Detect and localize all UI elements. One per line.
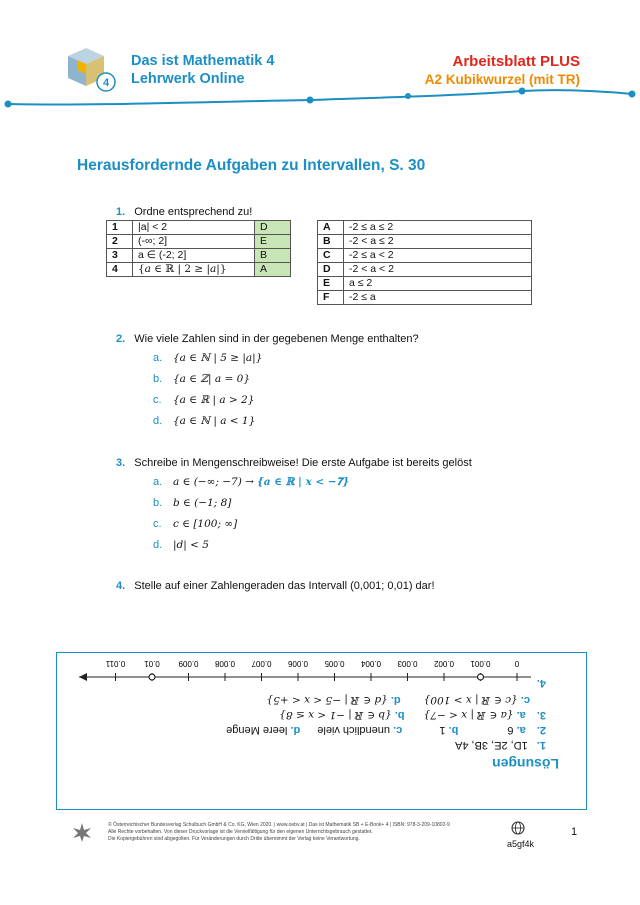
globe-icon — [510, 820, 526, 836]
task-number: 3. — [116, 457, 126, 469]
number-line-label: 0.002 — [433, 659, 455, 668]
interval-endpoint — [478, 674, 484, 680]
footer-line: Alle Rechte vorbehalten. Von dieser Druckvorlage ist die Vervielfältigung für den eigenen Unterrichtsgebrauch gestattet. — [108, 829, 373, 835]
footer-line: © Österreichischer Bundesverlag Schulbuch GmbH & Co. KG, Wien 2020. | www.oebv.at | Das ist Mathematik SB + E-Book+ 4 | ISBN: 978-3-209-10802-9 — [108, 822, 450, 828]
table-row — [318, 277, 532, 291]
task-3 — [116, 457, 472, 469]
subtask-letter: b. — [153, 373, 163, 385]
solution-text: {𝑑 ∈ ℝ | −5 < 𝑥 < +5} — [266, 694, 388, 706]
subtask-2d — [153, 415, 255, 427]
subtask-3d — [153, 539, 209, 551]
number-line-label: 0.009 — [178, 659, 199, 668]
subtask-letter: c. — [153, 518, 162, 530]
subtask-expression: |𝑑| < 5 — [173, 539, 209, 551]
solution-text: {𝑎 ∈ ℝ | 𝑥 < −7} — [423, 709, 514, 721]
row-key: F — [318, 291, 344, 305]
task-number: 2. — [116, 333, 126, 345]
table-row — [318, 235, 532, 249]
table-row — [107, 263, 291, 277]
row-answer: D — [255, 221, 291, 235]
task-text: Stelle auf einer Zahlengeraden das Intervall (0,001; 0,01) dar! — [134, 580, 435, 592]
solution-letter: d. — [290, 724, 301, 736]
subtask-letter: c. — [153, 394, 162, 406]
subtask-letter: d. — [153, 415, 163, 427]
solution-letter: a. — [516, 709, 526, 721]
table-row — [318, 249, 532, 263]
solution-text: {𝑐 ∈ ℝ | 𝑥 > 100} — [423, 694, 518, 706]
brand-line-1: Das ist Mathematik 4 — [131, 53, 275, 69]
number-line-label: 0.001 — [470, 659, 491, 668]
row-number: 4 — [107, 263, 133, 277]
task-text: Wie viele Zahlen sind in der gegebenen Menge enthalten? — [134, 333, 419, 345]
solution-line-1 — [455, 739, 546, 751]
subtask-3a — [153, 476, 349, 489]
number-line — [71, 659, 531, 691]
number-line-label: 0.005 — [324, 659, 345, 668]
subtask-expression: {𝑎 ∈ ℝ | 𝑎 > 2} — [173, 394, 255, 406]
row-number: 3 — [107, 249, 133, 263]
subtask-solution: {𝒂 ∈ ℝ | 𝒙 < −𝟕} — [257, 476, 350, 488]
task-1 — [116, 206, 252, 218]
number-line-label: 0.01 — [144, 659, 160, 668]
solution-text: 1 — [439, 724, 446, 736]
subtask-expression: 𝑏 ∈ (−1; 8] — [173, 497, 232, 509]
solution-line-3 — [279, 709, 546, 721]
solution-text: 1D, 2E, 3B, 4A — [454, 739, 528, 751]
solution-line-3-cont — [266, 694, 546, 706]
subtask-3c — [153, 518, 237, 530]
row-answer: E — [255, 235, 291, 249]
solutions-rotated — [57, 653, 586, 809]
interval-endpoint — [149, 674, 155, 680]
solution-text: leere Menge — [226, 724, 288, 736]
solution-letter: b. — [394, 709, 405, 721]
solution-number: 1. — [536, 739, 546, 751]
row-key: A — [318, 221, 344, 235]
subtask-expression: 𝑐 ∈ [100; ∞] — [173, 518, 238, 530]
row-expression: {𝑎 ∈ ℝ | 2 ≥ |𝑎|} — [133, 263, 255, 277]
solution-letter: c. — [393, 724, 403, 736]
subtask-2b — [153, 373, 250, 385]
solution-text: 6 — [507, 724, 514, 736]
task-number: 4. — [116, 580, 126, 592]
number-line-label: 0.004 — [360, 659, 382, 668]
table-row — [318, 263, 532, 277]
subtask-3b — [153, 497, 231, 509]
solution-number: 4. — [536, 677, 546, 689]
row-expression: -2 ≤ a — [344, 291, 532, 305]
subtask-letter: a. — [153, 476, 163, 488]
row-number: 1 — [107, 221, 133, 235]
number-line-label: 0.011 — [105, 659, 126, 668]
task-2 — [116, 333, 419, 345]
worksheet-title: Arbeitsblatt PLUS — [452, 53, 580, 70]
row-answer: B — [255, 249, 291, 263]
solutions-box — [56, 652, 587, 810]
row-key: C — [318, 249, 344, 263]
number-line-label: 0.007 — [251, 659, 272, 668]
table-row — [107, 235, 291, 249]
solution-letter: a. — [516, 724, 526, 736]
footer-legal — [108, 822, 498, 843]
subtask-2c — [153, 394, 254, 406]
row-expression: (-∞; 2] — [133, 235, 255, 249]
matching-table-left — [106, 220, 291, 277]
solutions-title: Lösungen — [492, 756, 559, 772]
solution-line-2 — [226, 724, 546, 736]
solution-text: {𝑏 ∈ ℝ | −1 < 𝑥 ≤ 8} — [279, 709, 392, 721]
number-line-label: 0 — [514, 659, 520, 668]
number-line-arrow-icon — [79, 673, 87, 681]
solution-text: unendlich viele — [317, 724, 391, 736]
subtask-expression: {𝑎 ∈ ℕ | 𝑎 < 1} — [173, 415, 256, 427]
row-key: E — [318, 277, 344, 291]
row-expression: |a| < 2 — [133, 221, 255, 235]
table-row — [318, 221, 532, 235]
subtask-expression: 𝑎 ∈ (−∞; −7) → — [173, 476, 254, 488]
solution-line-4 — [537, 677, 546, 689]
matching-table-right — [317, 220, 532, 305]
row-answer: A — [255, 263, 291, 277]
page-number: 1 — [571, 826, 578, 838]
subtask-expression: {𝑎 ∈ ℕ | 5 ≥ |𝑎|} — [173, 352, 263, 364]
row-expression: -2 < a < 2 — [344, 263, 532, 277]
subtask-letter: a. — [153, 352, 163, 364]
solution-number: 3. — [536, 709, 546, 721]
table-row — [318, 291, 532, 305]
row-expression: -2 ≤ a ≤ 2 — [344, 221, 532, 235]
subtask-letter: b. — [153, 497, 163, 509]
logo-number: 4 — [102, 77, 110, 89]
number-line-label: 0.003 — [397, 659, 418, 668]
subtask-expression: {𝑎 ∈ ℤ| 𝑎 = 0} — [173, 373, 251, 385]
section-title: Herausfordernde Aufgaben zu Intervallen, S. 30 — [77, 157, 426, 174]
row-key: D — [318, 263, 344, 277]
brand-line-2: Lehrwerk Online — [131, 71, 245, 87]
row-number: 2 — [107, 235, 133, 249]
subtask-2a — [153, 352, 262, 364]
task-number: 1. — [116, 206, 126, 218]
row-expression: -2 < a ≤ 2 — [344, 235, 532, 249]
number-line-label: 0.008 — [214, 659, 236, 668]
online-code[interactable]: a5gf4k — [507, 839, 535, 849]
table-row — [107, 249, 291, 263]
row-key: B — [318, 235, 344, 249]
task-text: Schreibe in Mengenschreibweise! Die erste Aufgabe ist bereits gelöst — [134, 457, 472, 469]
solution-letter: d. — [390, 694, 401, 706]
worksheet-subtitle: A2 Kubikwurzel (mit TR) — [424, 72, 580, 87]
row-expression: -2 ≤ a < 2 — [344, 249, 532, 263]
publisher-logo-icon — [70, 821, 94, 843]
header-wave-line — [0, 85, 640, 115]
solution-letter: b. — [448, 724, 459, 736]
solution-letter: c. — [520, 694, 530, 706]
footer-line: Die Kopiergebühren sind abgegolten. Für Veränderungen durch Dritte übernimmt der Verlag keine Verantwortung. — [108, 836, 360, 842]
row-expression: a ∈ (-2; 2] — [133, 249, 255, 263]
task-text: Ordne entsprechend zu! — [134, 206, 253, 218]
task-4 — [116, 580, 435, 592]
number-line-label: 0.006 — [287, 659, 309, 668]
subtask-letter: d. — [153, 539, 163, 551]
solution-number: 2. — [536, 724, 546, 736]
row-expression: a ≤ 2 — [344, 277, 532, 291]
table-row — [107, 221, 291, 235]
